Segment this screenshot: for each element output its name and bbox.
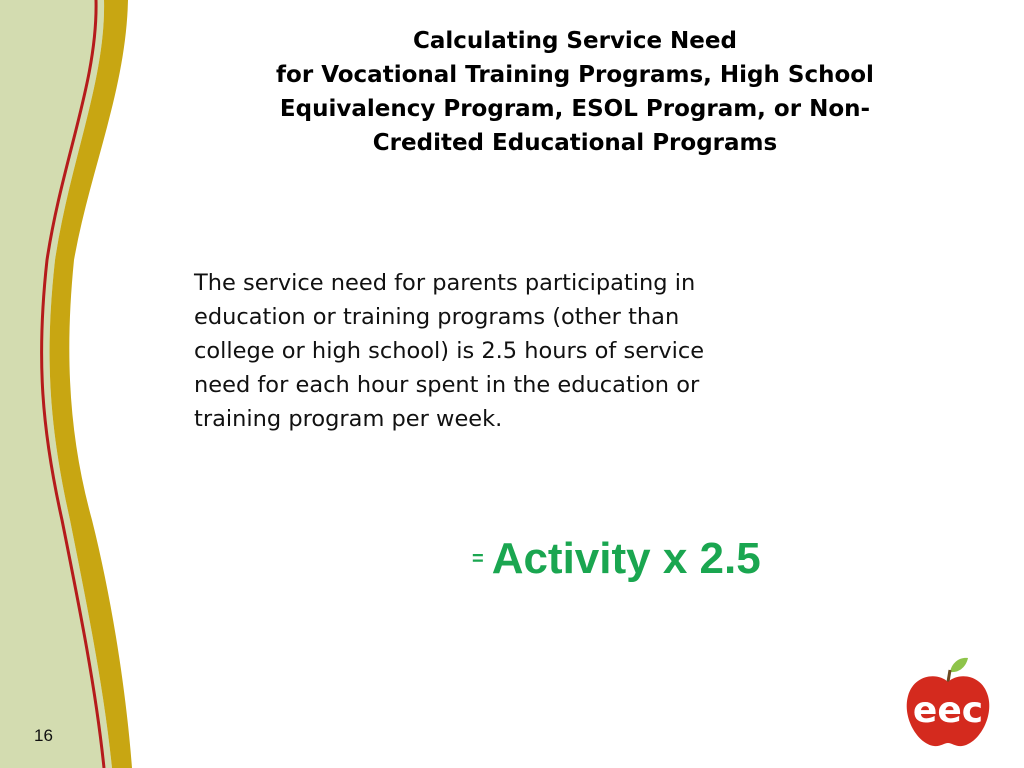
- logo-text: eec: [912, 690, 984, 731]
- body-paragraph: [194, 266, 874, 436]
- title-line-3: Equivalency Program, ESOL Program, or Non-: [279, 96, 871, 122]
- formula-expression: Activity x 2.5: [491, 534, 761, 583]
- slide-title: [190, 24, 960, 160]
- body-line-1: The service need for parents participating in: [194, 270, 696, 296]
- body-line-5: training program per week.: [194, 406, 503, 432]
- body-line-2: education or training programs (other than: [194, 304, 680, 330]
- title-line-4: Credited Educational Programs: [372, 130, 778, 156]
- stem-icon: [948, 670, 950, 682]
- decorative-side-band: [0, 0, 150, 768]
- page-number: 16: [34, 726, 53, 745]
- leaf-icon: [950, 658, 968, 672]
- title-line-2: for Vocational Training Programs, High School: [276, 62, 874, 88]
- formula: [472, 534, 761, 584]
- apple-logo-icon: [900, 656, 996, 748]
- body-line-4: need for each hour spent in the education or: [194, 372, 700, 398]
- formula-equals: =: [472, 547, 484, 570]
- title-line-1: Calculating Service Need: [413, 28, 737, 54]
- body-line-3: college or high school) is 2.5 hours of service: [194, 338, 705, 364]
